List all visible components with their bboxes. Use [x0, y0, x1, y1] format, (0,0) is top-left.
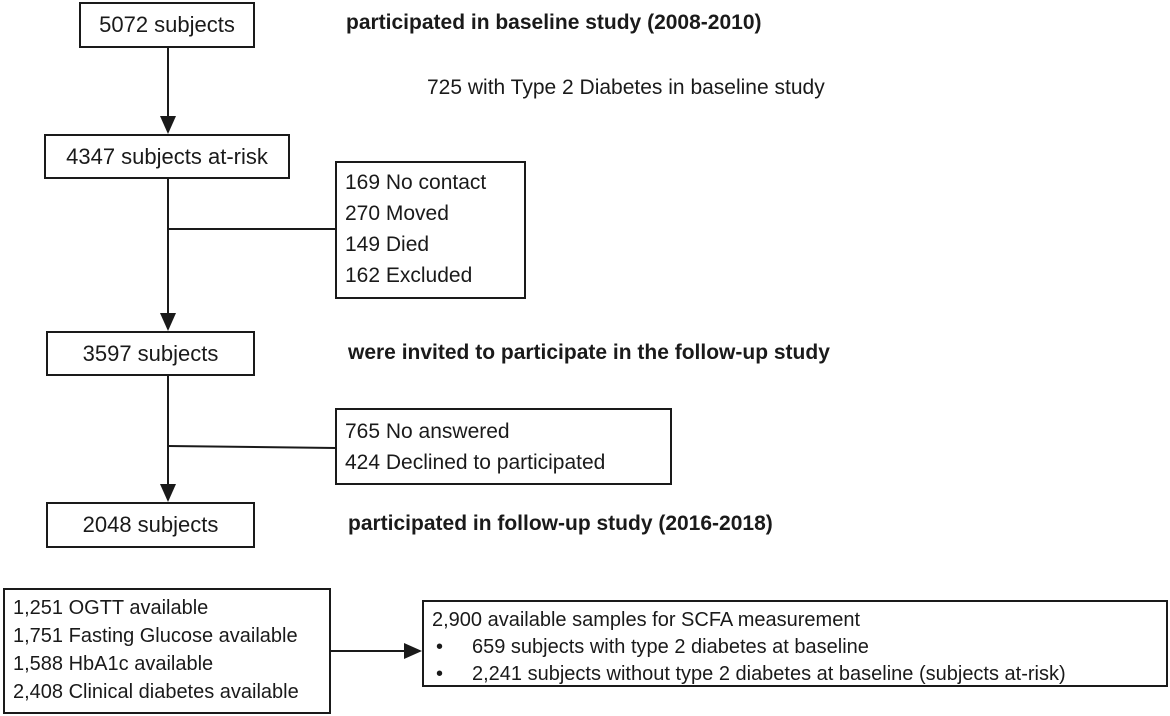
at-risk-count-box	[44, 134, 290, 179]
availability-item: 2,408 Clinical diabetes available	[13, 681, 299, 703]
availability-item: 1,588 HbA1c available	[13, 653, 214, 675]
availability-item: 1,251 OGTT available	[13, 597, 209, 619]
exclusion-item: 270 Moved	[345, 202, 449, 225]
availability-item: 1,751 Fasting Glucose available	[13, 625, 298, 647]
samples-box	[422, 600, 1168, 687]
branch-exclusions-2	[168, 446, 336, 448]
exclusion-item: 424 Declined to participated	[345, 451, 606, 474]
exclusion-item: 169 No contact	[345, 171, 487, 194]
samples-bullet-row	[432, 661, 1158, 688]
samples-title: 2,900 available samples for SCFA measurement	[432, 609, 860, 631]
availability-box	[3, 588, 331, 714]
exclusion-item: 149 Died	[345, 233, 430, 256]
invited-count-label: 3597 subjects	[82, 340, 219, 366]
exclusions-box-1	[335, 161, 526, 299]
samples-bullet-text: 659 subjects with type 2 diabetes at baseline	[472, 636, 869, 658]
exclusion-item: 765 No answered	[345, 420, 510, 443]
invited-count-box	[46, 331, 255, 376]
bullet-icon: •	[436, 636, 444, 658]
bullet-icon: •	[436, 663, 444, 685]
baseline-diabetes-note: 725 with Type 2 Diabetes in baseline study	[427, 76, 825, 99]
samples-bullet-text: 2,241 subjects without type 2 diabetes at baseline (subjects at-risk)	[472, 663, 1066, 685]
at-risk-count-label: 4347 subjects at-risk	[66, 143, 268, 169]
invited-description: were invited to participate in the follow-up study	[348, 341, 830, 364]
baseline-count-label: 5072 subjects	[99, 12, 235, 37]
baseline-description: participated in baseline study (2008-2010)	[346, 11, 762, 34]
exclusion-item: 162 Excluded	[345, 264, 473, 287]
followup-description: participated in follow-up study (2016-2018)	[348, 512, 773, 535]
followup-count-label: 2048 subjects	[82, 512, 219, 537]
samples-bullet-row	[432, 634, 1158, 661]
baseline-count-box	[79, 2, 255, 48]
followup-count-box	[46, 502, 255, 548]
exclusions-box-2	[335, 408, 672, 485]
